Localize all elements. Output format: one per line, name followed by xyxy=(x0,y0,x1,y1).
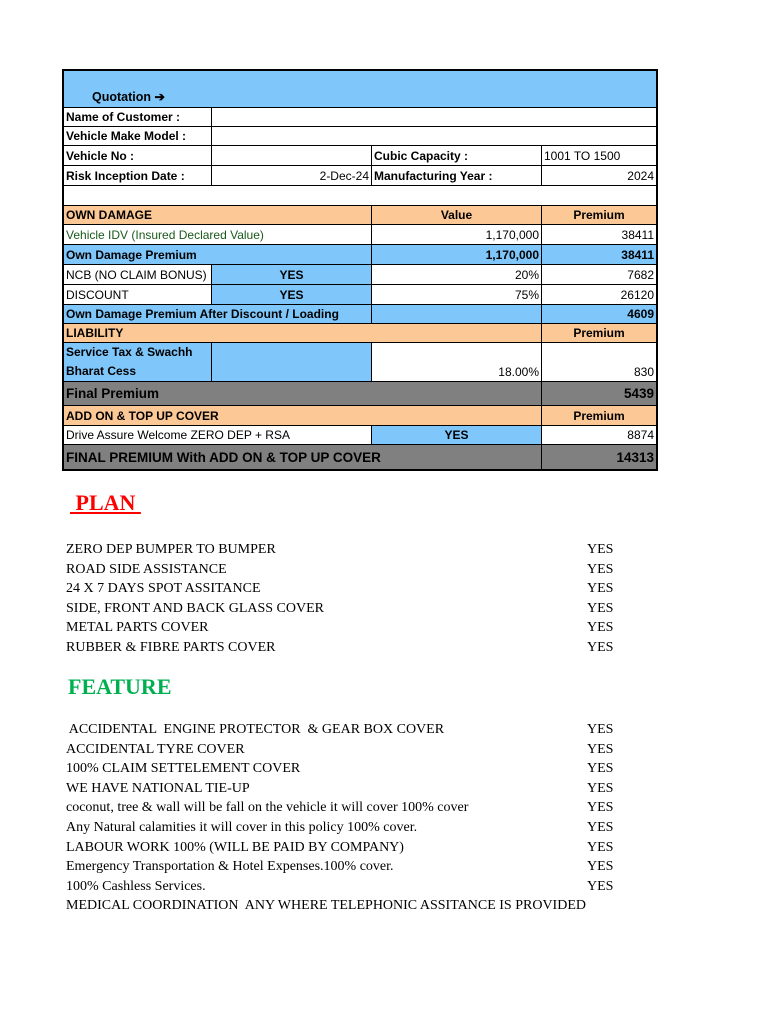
plan-title: PLAN xyxy=(70,490,141,515)
feature-item-label: coconut, tree & wall will be fall on the vehicle it will cover 100% cover xyxy=(66,800,469,816)
make-value xyxy=(212,127,656,145)
list-item xyxy=(66,540,626,560)
ncb-label: NCB (NO CLAIM BONUS) xyxy=(64,265,212,284)
quotation-header-row xyxy=(64,71,656,108)
own-damage-header-row xyxy=(64,206,656,225)
after-discount-row xyxy=(64,305,656,324)
spacer-cell xyxy=(64,186,656,205)
final-premium-label: Final Premium xyxy=(64,382,542,405)
list-item xyxy=(66,896,666,916)
feature-item-label: Any Natural calamities it will cover in this policy 100% cover. xyxy=(66,819,418,835)
ncb-premium: 7682 xyxy=(627,267,654,282)
feature-item-label: MEDICAL COORDINATION ANY WHERE TELEPHONIC ASSITANCE IS PROVIDED xyxy=(66,898,586,914)
list-item xyxy=(66,798,666,818)
final-premium-row xyxy=(64,382,656,406)
tax-label-line-2: Bharat Cess xyxy=(66,364,137,378)
tax-row xyxy=(64,343,656,382)
feature-item-label: WE HAVE NATIONAL TIE-UP xyxy=(66,780,250,796)
feature-item-label: Emergency Transportation & Hotel Expenses.100% cover. xyxy=(66,859,394,875)
odp-label: Own Damage Premium xyxy=(64,245,372,264)
risk-label: Risk Inception Date : xyxy=(64,166,212,185)
liability-label: LIABILITY xyxy=(64,324,542,342)
tax-premium: 830 xyxy=(633,365,654,379)
tax-label xyxy=(64,343,212,381)
quotation-table xyxy=(62,69,658,471)
feature-item-value: YES xyxy=(587,722,614,737)
discount-flag: YES xyxy=(212,285,372,304)
list-item xyxy=(66,759,666,779)
addon-item-label: Drive Assure Welcome ZERO DEP + RSA xyxy=(64,426,372,444)
liability-header-row xyxy=(64,324,656,343)
feature-item-value: YES xyxy=(587,741,614,757)
plan-item-value: YES xyxy=(587,600,614,616)
feature-item-value: YES xyxy=(587,819,614,835)
grand-total-row xyxy=(64,445,656,469)
list-item xyxy=(66,877,666,897)
list-item xyxy=(66,740,666,760)
plan-item-value: YES xyxy=(587,639,614,655)
discount-label: DISCOUNT xyxy=(64,285,212,304)
odp-row xyxy=(64,245,656,265)
feature-item-value: YES xyxy=(587,839,614,855)
feature-item-value: YES xyxy=(587,878,614,894)
list-item xyxy=(66,599,626,619)
feature-item-label: ACCIDENTAL TYRE COVER xyxy=(66,741,245,757)
feature-item-value: YES xyxy=(587,859,614,875)
customer-label: Name of Customer : xyxy=(64,108,212,126)
list-item xyxy=(66,638,626,658)
addon-premium: 8874 xyxy=(627,428,654,442)
addon-header-row xyxy=(64,406,656,426)
premium-header: Premium xyxy=(573,208,625,222)
plan-item-label: METAL PARTS COVER xyxy=(66,620,209,636)
cc-label: Cubic Capacity : xyxy=(372,146,542,165)
vehicle-no-label: Vehicle No : xyxy=(64,146,212,165)
grand-total-label: FINAL PREMIUM With ADD ON & TOP UP COVER xyxy=(64,445,542,469)
after-discount-label: Own Damage Premium After Discount / Loading xyxy=(64,305,372,323)
list-item xyxy=(66,560,626,580)
list-item xyxy=(66,857,666,877)
list-item xyxy=(66,720,666,740)
tax-value: 18.00% xyxy=(372,343,542,381)
list-item xyxy=(66,779,666,799)
idv-label: Vehicle IDV (Insured Declared Value) xyxy=(64,225,372,244)
own-damage-label: OWN DAMAGE xyxy=(64,206,372,224)
plan-item-value: YES xyxy=(587,542,614,557)
plan-item-label: ZERO DEP BUMPER TO BUMPER xyxy=(66,542,276,557)
feature-item-value: YES xyxy=(587,761,614,777)
odp-premium: 38411 xyxy=(621,247,654,262)
plan-item-label: RUBBER & FIBRE PARTS COVER xyxy=(66,639,276,655)
addon-flag: YES xyxy=(372,426,542,444)
risk-row xyxy=(64,166,656,186)
feature-item-label: LABOUR WORK 100% (WILL BE PAID BY COMPANY) xyxy=(66,839,404,855)
feature-item-label: 100% CLAIM SETTELEMENT COVER xyxy=(66,761,301,777)
final-premium-value: 5439 xyxy=(623,386,654,401)
idv-premium: 38411 xyxy=(621,227,654,242)
idv-value: 1,170,000 xyxy=(372,225,542,244)
tax-label-line-1: Service Tax & Swachh xyxy=(66,345,193,359)
list-item xyxy=(66,818,666,838)
cc-value: 1001 TO 1500 xyxy=(544,148,621,163)
addon-item-row xyxy=(64,426,656,445)
after-discount-premium: 4609 xyxy=(627,307,654,321)
feature-title: FEATURE xyxy=(68,674,172,699)
ncb-flag: YES xyxy=(212,265,372,284)
quotation-title: Quotation ➔ xyxy=(92,89,165,104)
customer-row xyxy=(64,108,656,127)
risk-value: 2-Dec-24 xyxy=(212,166,372,185)
plan-item-label: SIDE, FRONT AND BACK GLASS COVER xyxy=(66,600,325,616)
spacer-row xyxy=(64,186,656,206)
list-item xyxy=(66,618,626,638)
plan-item-value: YES xyxy=(587,581,614,597)
after-discount-value xyxy=(372,305,542,323)
customer-value xyxy=(212,108,656,126)
value-header: Value xyxy=(372,206,542,224)
plan-list xyxy=(66,540,626,658)
mfg-label: Manufacturing Year : xyxy=(372,166,542,185)
plan-item-value: YES xyxy=(587,561,614,577)
feature-item-value: YES xyxy=(587,780,614,796)
idv-row xyxy=(64,225,656,245)
vehicle-no-value xyxy=(212,146,372,165)
plan-item-label: ROAD SIDE ASSISTANCE xyxy=(66,561,227,577)
liability-premium-header: Premium xyxy=(573,326,625,340)
feature-item-label: ACCIDENTAL ENGINE PROTECTOR & GEAR BOX COVER xyxy=(66,722,445,737)
tax-flag xyxy=(212,343,372,381)
ncb-row xyxy=(64,265,656,285)
discount-value: 75% xyxy=(372,285,542,304)
plan-item-label: 24 X 7 DAYS SPOT ASSITANCE xyxy=(66,581,261,597)
make-label: Vehicle Make Model : xyxy=(64,127,212,145)
mfg-value: 2024 xyxy=(627,168,654,183)
odp-value: 1,170,000 xyxy=(372,245,542,264)
addon-premium-header: Premium xyxy=(573,408,625,423)
discount-premium: 26120 xyxy=(620,287,654,302)
make-row xyxy=(64,127,656,146)
feature-item-value: YES xyxy=(587,800,614,816)
ncb-value: 20% xyxy=(372,265,542,284)
discount-row xyxy=(64,285,656,305)
vehicle-no-row xyxy=(64,146,656,166)
list-item xyxy=(66,579,626,599)
feature-item-label: 100% Cashless Services. xyxy=(66,878,206,894)
grand-total-value: 14313 xyxy=(616,449,654,465)
plan-item-value: YES xyxy=(587,620,614,636)
feature-list xyxy=(66,720,666,916)
list-item xyxy=(66,838,666,858)
addon-label: ADD ON & TOP UP COVER xyxy=(64,406,542,425)
